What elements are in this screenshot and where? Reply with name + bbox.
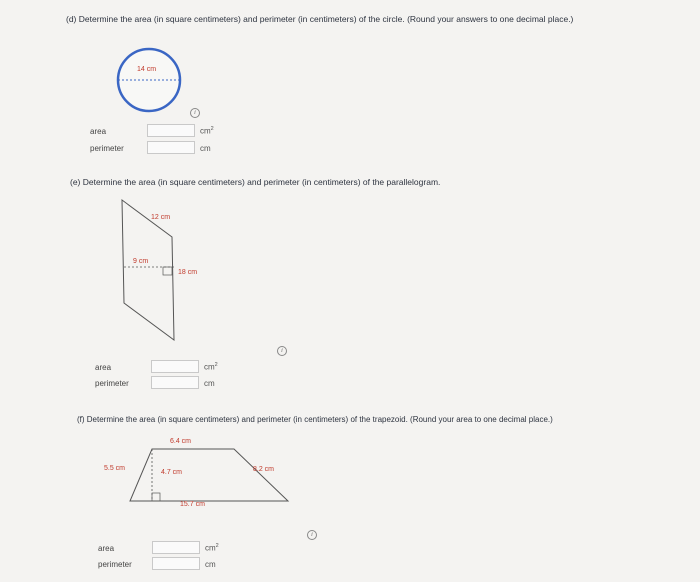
perimeter-input-d[interactable]: [147, 141, 195, 154]
trapezoid-left-label: 5.5 cm: [104, 465, 126, 472]
perimeter-unit-d: cm: [200, 144, 211, 153]
area-label-d: area: [90, 127, 107, 136]
trapezoid-top-label: 6.4 cm: [170, 438, 192, 445]
info-icon-f[interactable]: i: [307, 530, 317, 540]
area-unit-e: $cm^2$: [204, 362, 218, 372]
area-label-f: area: [98, 544, 115, 553]
parallelogram-height-label: 9 cm: [133, 258, 149, 265]
perimeter-label-e: perimeter: [95, 379, 129, 388]
area-unit-f: $cm^2$: [205, 543, 219, 553]
trapezoid-height-label: 4.7 cm: [161, 469, 183, 476]
perimeter-input-e[interactable]: [151, 376, 199, 389]
question-f: (f) Determine the area (in square centimeters) and perimeter (in centimeters) of the trapezoid. (Round your area to one decimal place.): [77, 415, 553, 424]
parallelogram-right-angle: [163, 267, 172, 275]
trapezoid-right-angle: [152, 493, 160, 501]
info-icon-e[interactable]: i: [277, 346, 287, 356]
trapezoid-bottom-label: 15.7 cm: [180, 501, 205, 508]
perimeter-label-f: perimeter: [98, 560, 132, 569]
area-input-f[interactable]: [152, 541, 200, 554]
perimeter-label-d: perimeter: [90, 144, 124, 153]
area-label-e: area: [95, 363, 112, 372]
parallelogram-figure: [122, 200, 174, 340]
question-d: (d) Determine the area (in square centimeters) and perimeter (in centimeters) of the circle. (Round your answers to one decimal place.): [66, 14, 574, 24]
circle-diameter-label: 14 cm: [137, 66, 157, 73]
trapezoid-right-label: 8.2 cm: [253, 466, 275, 473]
parallelogram-top-label: 12 cm: [151, 214, 171, 221]
question-e: (e) Determine the area (in square centimeters) and perimeter (in centimeters) of the parallelogram.: [70, 177, 441, 187]
area-input-e[interactable]: [151, 360, 199, 373]
perimeter-unit-e: cm: [204, 379, 215, 388]
perimeter-input-f[interactable]: [152, 557, 200, 570]
parallelogram-side-label: 18 cm: [178, 269, 198, 276]
info-icon-d[interactable]: i: [190, 108, 200, 118]
area-unit-d: $cm^2$: [200, 126, 214, 136]
area-input-d[interactable]: [147, 124, 195, 137]
perimeter-unit-f: cm: [205, 560, 216, 569]
